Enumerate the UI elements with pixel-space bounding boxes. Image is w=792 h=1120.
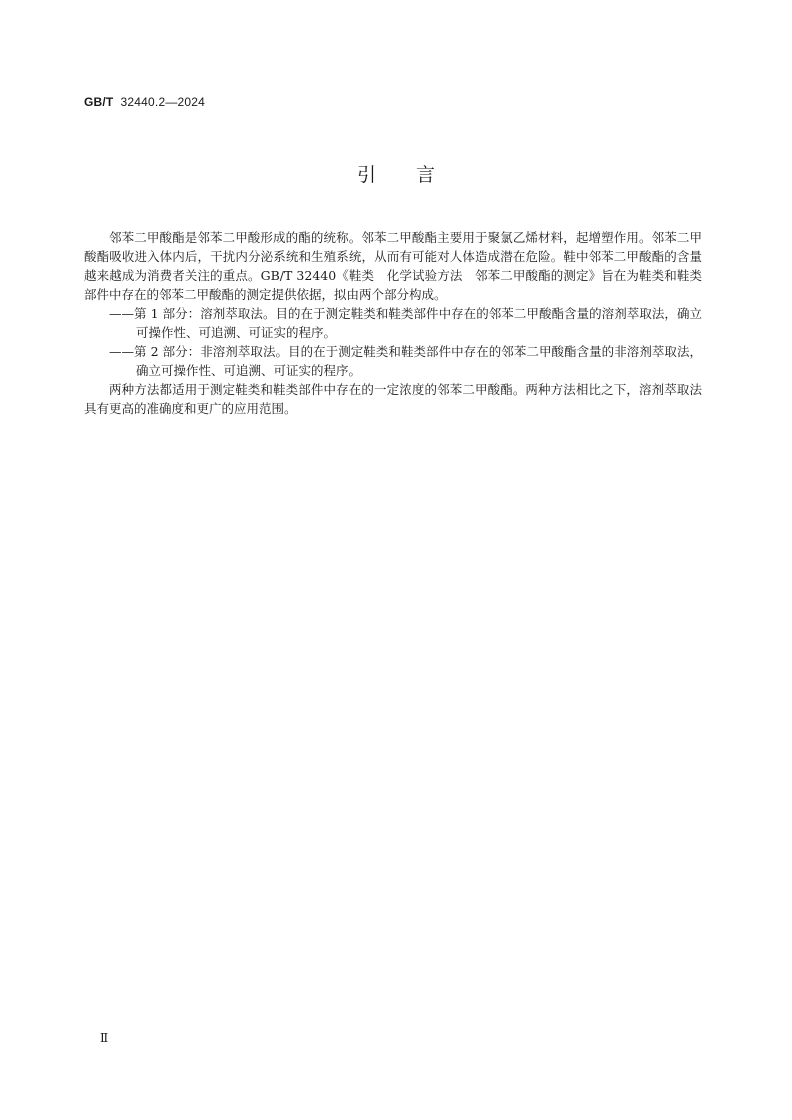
document-body	[84, 228, 702, 418]
intro-paragraph: 邻苯二甲酸酯是邻苯二甲酸形成的酯的统称。邻苯二甲酸酯主要用于聚氯乙烯材料，起增塑作用。邻苯二甲酸酯吸收进入体内后，干扰内分泌系统和生殖系统，从而有可能对人体造成潜在危险。鞋中邻苯二甲酸酯的含量越来越成为消费者关注的重点。GB/T 32440《鞋类 化学试验方法 邻苯二甲酸酯的测定》旨在为鞋类和鞋类部件中存在的邻苯二甲酸酯的测定提供依据，拟由两个部分构成。	[84, 230, 702, 302]
page-title: 引言	[356, 164, 475, 186]
comparison-paragraph: 两种方法都适用于测定鞋类和鞋类部件中存在的一定浓度的邻苯二甲酸酯。两种方法相比之下，溶剂萃取法具有更高的准确度和更广的应用范围。	[84, 382, 702, 416]
list-item-part-1: ——第 1 部分：溶剂萃取法。目的在于测定鞋类和鞋类部件中存在的邻苯二甲酸酯含量的溶剂萃取法，确立可操作性、可追溯、可证实的程序。	[109, 306, 702, 340]
document-code	[84, 95, 205, 109]
list-item-part-2: ——第 2 部分：非溶剂萃取法。目的在于测定鞋类和鞋类部件中存在的邻苯二甲酸酯含量的非溶剂萃取法，确立可操作性、可追溯、可证实的程序。	[109, 344, 702, 378]
page-number: Ⅱ	[100, 1031, 109, 1045]
document-code-number: 32440.2—2024	[120, 95, 206, 109]
document-code-prefix: GB/T	[84, 95, 114, 109]
